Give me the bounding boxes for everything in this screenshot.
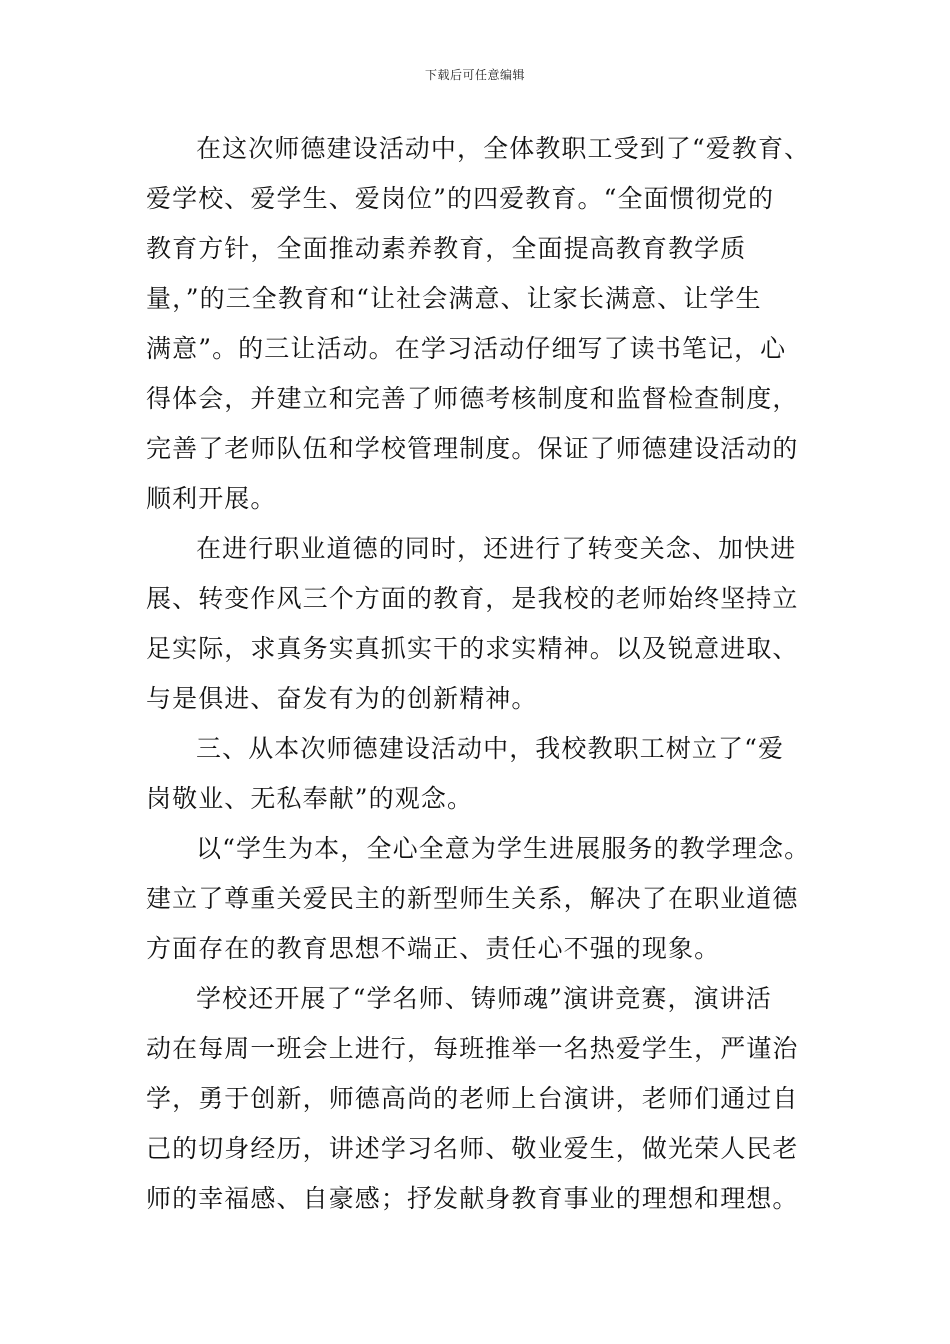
text-line: 师的幸福感、自豪感；抒发献身教育事业的理想和理想。	[146, 1184, 799, 1213]
text-line: 与是俱进、奋发有为的创新精神。	[146, 684, 538, 713]
text-line: 动在每周一班会上进行，每班推举一名热爱学生，严谨治	[146, 1034, 799, 1063]
text-line: 方面存在的教育思想不端正、责任心不强的现象。	[146, 934, 721, 963]
text-line: 在进行职业道德的同时，还进行了转变关念、加快进	[196, 534, 797, 563]
paragraph-3	[146, 724, 812, 824]
text-line: 满意”。的三让活动。在学习活动仔细写了读书笔记，心	[146, 334, 787, 363]
text-line: 在这次师德建设活动中，全体教职工受到了“爱教育、	[196, 134, 811, 163]
text-line: 爱学校、爱学生、爱岗位”的四爱教育。“全面惯彻党的	[146, 184, 775, 213]
text-line: 己的切身经历，讲述学习名师、敬业爱生，做光荣人民老	[146, 1134, 799, 1163]
text-line: 完善了老师队伍和学校管理制度。保证了师德建设活动的	[146, 434, 799, 463]
text-line: 建立了尊重关爱民主的新型师生关系，解决了在职业道德	[146, 884, 799, 913]
text-line: 顺利开展。	[146, 484, 277, 513]
text-line: 展、转变作风三个方面的教育，是我校的老师始终坚持立	[146, 584, 799, 613]
paragraph-5	[146, 974, 812, 1224]
text-line: 以“学生为本，全心全意为学生进展服务的教学理念。	[196, 834, 811, 863]
text-line: 岗敬业、无私奉献”的观念。	[146, 784, 474, 813]
paragraph-2	[146, 524, 812, 724]
text-line: 教育方针，全面推动素养教育，全面提高教育教学质	[146, 234, 747, 263]
text-line: 得体会，并建立和完善了师德考核制度和监督检查制度，	[146, 384, 799, 413]
paragraph-1	[146, 124, 812, 524]
text-line: 足实际，求真务实真抓实干的求实精神。以及锐意进取、	[146, 634, 799, 663]
text-line: 学校还开展了“学名师、铸师魂”演讲竞赛，演讲活	[196, 984, 772, 1013]
text-line: 学，勇于创新，师德高尚的老师上台演讲，老师们通过自	[146, 1084, 799, 1113]
text-line: 三、从本次师德建设活动中，我校教职工树立了“爱	[196, 734, 785, 763]
paragraph-4	[146, 824, 812, 974]
page-header: 下载后可任意编辑	[424, 68, 525, 82]
text-line: 量，”的三全教育和“让社会满意、让家长满意、让学生	[146, 284, 762, 313]
document-body	[146, 124, 812, 1224]
